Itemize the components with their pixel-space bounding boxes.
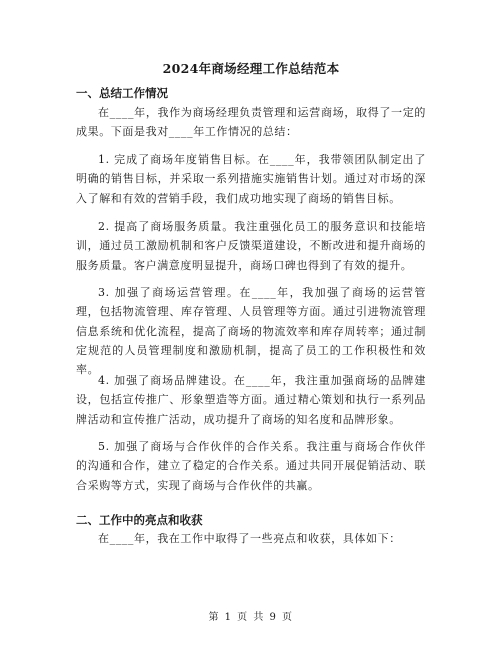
intro-paragraph: 在____年，我作为商场经理负责管理和运营商场，取得了一定的成果。下面是我对____年工作情况的总结： (76, 106, 426, 139)
section-heading-highlights: 二、工作中的亮点和收获 (76, 513, 203, 527)
list-item-sales-target: 1. 完成了商场年度销售目标。在____年，我带领团队制定出了明确的销售目标，并采取一系列措施实施销售计划。通过对市场的深入了解和有效的营销手段，我们成功地实现了商场的销售目标。 (76, 153, 426, 205)
list-item-brand: 4. 加强了商场品牌建设。在____年，我注重加强商场的品牌建设，包括宣传推广、形象塑造等方面。通过精心策划和执行一系列品牌活动和宣传推广活动，成功提升了商场的知名度和品牌形象。 (76, 374, 426, 426)
highlights-intro-paragraph: 在____年，我在工作中取得了一些亮点和收获，具体如下： (98, 532, 401, 545)
page-footer: 第 1 页 共 9 页 (208, 612, 294, 623)
list-item-service-quality: 2. 提高了商场服务质量。我注重强化员工的服务意识和技能培训，通过员工激励机制和客户反馈渠道建设，不断改进和提升商场的服务质量。客户满意度明显提升，商场口碑也得到了有效的提升。 (76, 220, 426, 272)
document-title: 2024年商场经理工作总结范本 (162, 61, 340, 76)
section-heading-summary: 一、总结工作情况 (76, 86, 168, 100)
list-item-partners: 5. 加强了商场与合作伙伴的合作关系。我注重与商场合作伙伴的沟通和合作，建立了稳定的合作关系。通过共同开展促销活动、联合采购等方式，实现了商场与合作伙伴的共赢。 (76, 440, 426, 492)
list-item-operations: 3. 加强了商场运营管理。在____年，我加强了商场的运营管理，包括物流管理、库存管理、人员管理等方面。通过引进物流管理信息系统和优化流程，提高了商场的物流效率和库存周转率；通过制定规范的人员管理制度和激励机制，提高了员工的工作积极性和效率。 (76, 286, 426, 377)
